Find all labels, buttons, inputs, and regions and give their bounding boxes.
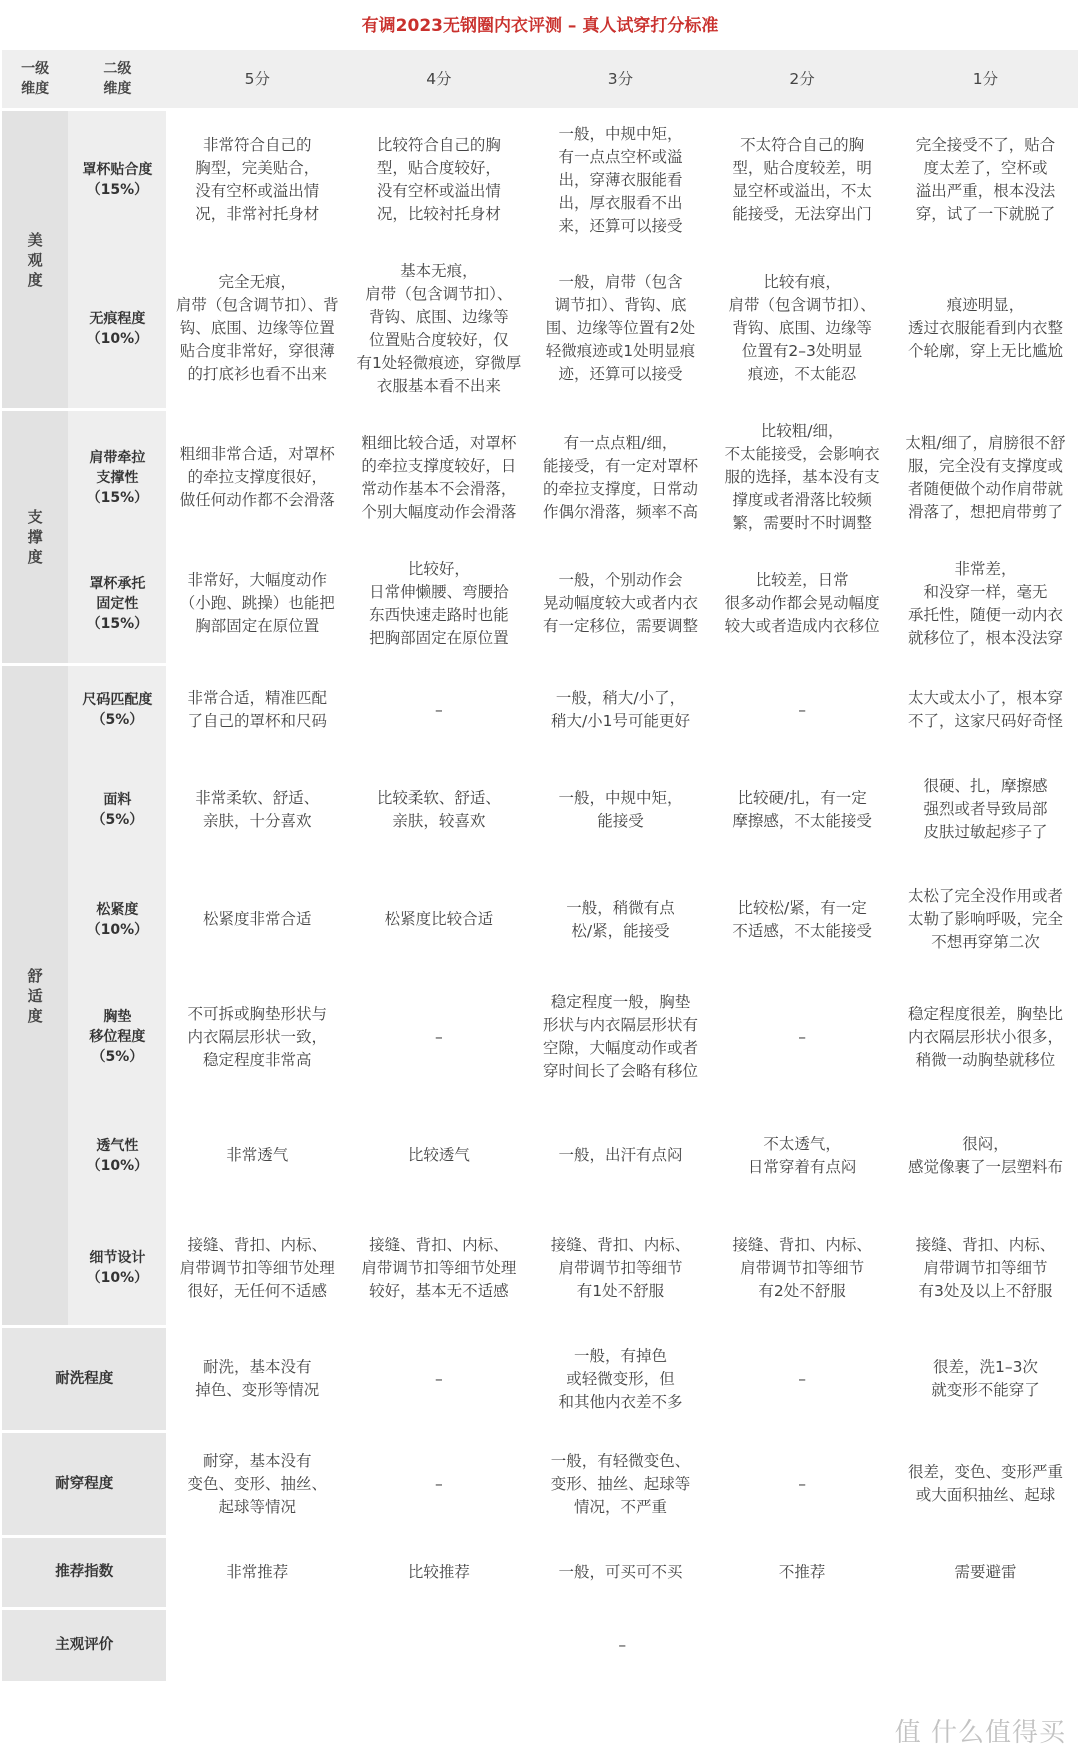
table-cell: 一般，稍微有点 松/紧，能接受 xyxy=(530,865,712,975)
table-cell: 稳定程度一般，胸垫 形状与内衣隔层形状有 空隙，大幅度动作或者 穿时间长了会略有移位 xyxy=(530,975,712,1100)
table-cell: 比较松/紧，有一定 不适感，不太能接受 xyxy=(711,865,893,975)
table-cell: 耐洗，基本没有 掉色、变形等情况 xyxy=(166,1327,348,1432)
table-cell: 接缝、背扣、内标、 肩带调节扣等细节 有2处不舒服 xyxy=(711,1212,893,1327)
table-cell: 不太透气， 日常穿着有点闷 xyxy=(711,1100,893,1212)
table-cell: 一般，出汗有点闷 xyxy=(530,1100,712,1212)
table-row xyxy=(2,1537,1078,1609)
table-cell: 比较推荐 xyxy=(348,1537,530,1609)
header-score-3: 3分 xyxy=(530,50,712,110)
table-cell: 需要避雷 xyxy=(893,1537,1078,1609)
table-cell: 比较透气 xyxy=(348,1100,530,1212)
dimension-recommendation: 推荐指数 xyxy=(2,1537,166,1609)
subdimension-seamless: 无痕程度 （10%） xyxy=(68,250,166,410)
category-support: 支 撑 度 xyxy=(2,410,68,665)
table-cell: 比较好， 日常伸懒腰、弯腰拾 东西快速走路时也能 把胸部固定在原位置 xyxy=(348,545,530,665)
table-cell: 痕迹明显， 透过衣服能看到内衣整 个轮廓，穿上无比尴尬 xyxy=(893,250,1078,410)
table-row xyxy=(2,975,1078,1100)
table-row xyxy=(2,1609,1078,1681)
table-cell: 一般，中规中矩， 能接受 xyxy=(530,755,712,865)
table-row xyxy=(2,865,1078,975)
subdimension-cup-fit: 罩杯贴合度 （15%） xyxy=(68,110,166,250)
table-row xyxy=(2,755,1078,865)
table-cell: 比较符合自己的胸 型，贴合度较好， 没有空杯或溢出情 况，比较衬托身材 xyxy=(348,110,530,250)
subdimension-fabric: 面料 （5%） xyxy=(68,755,166,865)
table-cell: 一般，可买可不买 xyxy=(530,1537,712,1609)
dimension-wash-durability: 耐洗程度 xyxy=(2,1327,166,1432)
table-row xyxy=(2,545,1078,665)
table-cell: 非常好，大幅度动作 （小跑、跳操）也能把 胸部固定在原位置 xyxy=(166,545,348,665)
category-comfort: 舒 适 度 xyxy=(2,665,68,1327)
table-cell: 比较差，日常 很多动作都会晃动幅度 较大或者造成内衣移位 xyxy=(711,545,893,665)
table-cell: – xyxy=(711,975,893,1100)
table-cell: – xyxy=(166,1609,1078,1681)
table-cell: 很差，洗1–3次 就变形不能穿了 xyxy=(893,1327,1078,1432)
table-cell: 太松了完全没作用或者 太勒了影响呼吸，完全 不想再穿第二次 xyxy=(893,865,1078,975)
table-cell: 太粗/细了，肩膀很不舒 服，完全没有支撑度或 者随便做个动作肩带就 滑落了，想把肩带剪了 xyxy=(893,410,1078,545)
dimension-subjective: 主观评价 xyxy=(2,1609,166,1681)
table-row xyxy=(2,1327,1078,1432)
header-row xyxy=(2,50,1078,110)
header-score-4: 4分 xyxy=(348,50,530,110)
table-cell: 完全无痕， 肩带（包含调节扣）、背 钩、底围、边缘等位置 贴合度非常好，穿很薄 的打底衫也看不出来 xyxy=(166,250,348,410)
header-level2: 二级 维度 xyxy=(68,50,166,110)
table-cell: 比较柔软、舒适、 亲肤，较喜欢 xyxy=(348,755,530,865)
subdimension-cup-hold: 罩杯承托 固定性 （15%） xyxy=(68,545,166,665)
table-cell: 比较粗/细， 不太能接受，会影响衣 服的选择，基本没有支 撑度或者滑落比较频 繁，需要时不时调整 xyxy=(711,410,893,545)
site-watermark: 值 什么值得买 xyxy=(894,1718,1066,1748)
table-cell: 非常柔软、舒适、 亲肤，十分喜欢 xyxy=(166,755,348,865)
table-cell: 接缝、背扣、内标、 肩带调节扣等细节 有1处不舒服 xyxy=(530,1212,712,1327)
table-cell: – xyxy=(711,1327,893,1432)
table-cell: 一般，有轻微变色、 变形、抽丝、起球等 情况，不严重 xyxy=(530,1432,712,1537)
subdimension-size-match: 尺码匹配度 （5%） xyxy=(68,665,166,755)
table-cell: 不推荐 xyxy=(711,1537,893,1609)
category-aesthetics: 美 观 度 xyxy=(2,110,68,410)
scoring-table xyxy=(2,50,1078,1681)
table-cell: 一般，个别动作会 晃动幅度较大或者内衣 有一定移位，需要调整 xyxy=(530,545,712,665)
table-cell: – xyxy=(348,665,530,755)
table-cell: 一般，有掉色 或轻微变形，但 和其他内衣差不多 xyxy=(530,1327,712,1432)
table-cell: 非常差， 和没穿一样，毫无 承托性，随便一动内衣 就移位了，根本没法穿 xyxy=(893,545,1078,665)
table-row xyxy=(2,1432,1078,1537)
table-cell: 粗细比较合适，对罩杯 的牵拉支撑度较好，日 常动作基本不会滑落， 个别大幅度动作会滑落 xyxy=(348,410,530,545)
table-cell: – xyxy=(711,1432,893,1537)
table-cell: 耐穿，基本没有 变色、变形、抽丝、 起球等情况 xyxy=(166,1432,348,1537)
table-cell: 松紧度非常合适 xyxy=(166,865,348,975)
subdimension-tightness: 松紧度 （10%） xyxy=(68,865,166,975)
table-cell: 很差，变色、变形严重 或大面积抽丝、起球 xyxy=(893,1432,1078,1537)
table-cell: 比较有痕， 肩带（包含调节扣）、 背钩、底围、边缘等 位置有2–3处明显 痕迹，不太能忍 xyxy=(711,250,893,410)
table-cell: – xyxy=(348,975,530,1100)
table-row xyxy=(2,250,1078,410)
table-cell: – xyxy=(348,1432,530,1537)
table-cell: 不太符合自己的胸 型，贴合度较差，明 显空杯或溢出，不太 能接受，无法穿出门 xyxy=(711,110,893,250)
table-cell: 完全接受不了，贴合 度太差了，空杯或 溢出严重，根本没法 穿，试了一下就脱了 xyxy=(893,110,1078,250)
table-cell: 接缝、背扣、内标、 肩带调节扣等细节处理 很好，无任何不适感 xyxy=(166,1212,348,1327)
table-cell: 很硬、扎，摩擦感 强烈或者导致局部 皮肤过敏起疹子了 xyxy=(893,755,1078,865)
table-cell: 粗细非常合适，对罩杯 的牵拉支撑度很好， 做任何动作都不会滑落 xyxy=(166,410,348,545)
subdimension-strap-support: 肩带牵拉 支撑性 （15%） xyxy=(68,410,166,545)
subdimension-breathability: 透气性 （10%） xyxy=(68,1100,166,1212)
table-cell: 非常合适，精准匹配 了自己的罩杯和尺码 xyxy=(166,665,348,755)
page-title: 有调2023无钢圈内衣评测 – 真人试穿打分标准 xyxy=(361,16,719,36)
subdimension-pad-shift: 胸垫 移位程度 （5%） xyxy=(68,975,166,1100)
table-cell: 非常符合自己的 胸型，完美贴合， 没有空杯或溢出情 况，非常衬托身材 xyxy=(166,110,348,250)
table-cell: 一般，肩带（包含 调节扣）、背钩、底 围、边缘等位置有2处 轻微痕迹或1处明显痕 迹，还算可以接受 xyxy=(530,250,712,410)
table-row xyxy=(2,665,1078,755)
header-score-2: 2分 xyxy=(711,50,893,110)
table-cell: 不可拆或胸垫形状与 内衣隔层形状一致， 稳定程度非常高 xyxy=(166,975,348,1100)
table-cell: 太大或太小了，根本穿 不了，这家尺码好奇怪 xyxy=(893,665,1078,755)
table-cell: 松紧度比较合适 xyxy=(348,865,530,975)
table-cell: 稳定程度很差，胸垫比 内衣隔层形状小很多， 稍微一动胸垫就移位 xyxy=(893,975,1078,1100)
table-cell: – xyxy=(711,665,893,755)
table-cell: 接缝、背扣、内标、 肩带调节扣等细节 有3处及以上不舒服 xyxy=(893,1212,1078,1327)
table-cell: 非常推荐 xyxy=(166,1537,348,1609)
table-row xyxy=(2,1212,1078,1327)
table-cell: 接缝、背扣、内标、 肩带调节扣等细节处理 较好，基本无不适感 xyxy=(348,1212,530,1327)
table-cell: 比较硬/扎，有一定 摩擦感，不太能接受 xyxy=(711,755,893,865)
dimension-wear-durability: 耐穿程度 xyxy=(2,1432,166,1537)
table-cell: – xyxy=(348,1327,530,1432)
subdimension-detail-design: 细节设计 （10%） xyxy=(68,1212,166,1327)
header-score-5: 5分 xyxy=(166,50,348,110)
table-row xyxy=(2,410,1078,545)
table-cell: 一般，稍大/小了， 稍大/小1号可能更好 xyxy=(530,665,712,755)
header-score-1: 1分 xyxy=(893,50,1078,110)
table-cell: 有一点点粗/细， 能接受，有一定对罩杯 的牵拉支撑度，日常动 作偶尔滑落，频率不高 xyxy=(530,410,712,545)
header-level1: 一级 维度 xyxy=(2,50,68,110)
table-cell: 基本无痕， 肩带（包含调节扣）、 背钩、底围、边缘等 位置贴合度较好，仅 有1处轻微痕迹，穿微厚 衣服基本看不出来 xyxy=(348,250,530,410)
table-row xyxy=(2,110,1078,250)
table-cell: 很闷， 感觉像裹了一层塑料布 xyxy=(893,1100,1078,1212)
table-row xyxy=(2,1100,1078,1212)
table-cell: 一般，中规中矩， 有一点点空杯或溢 出，穿薄衣服能看 出，厚衣服看不出 来，还算可以接受 xyxy=(530,110,712,250)
table-cell: 非常透气 xyxy=(166,1100,348,1212)
